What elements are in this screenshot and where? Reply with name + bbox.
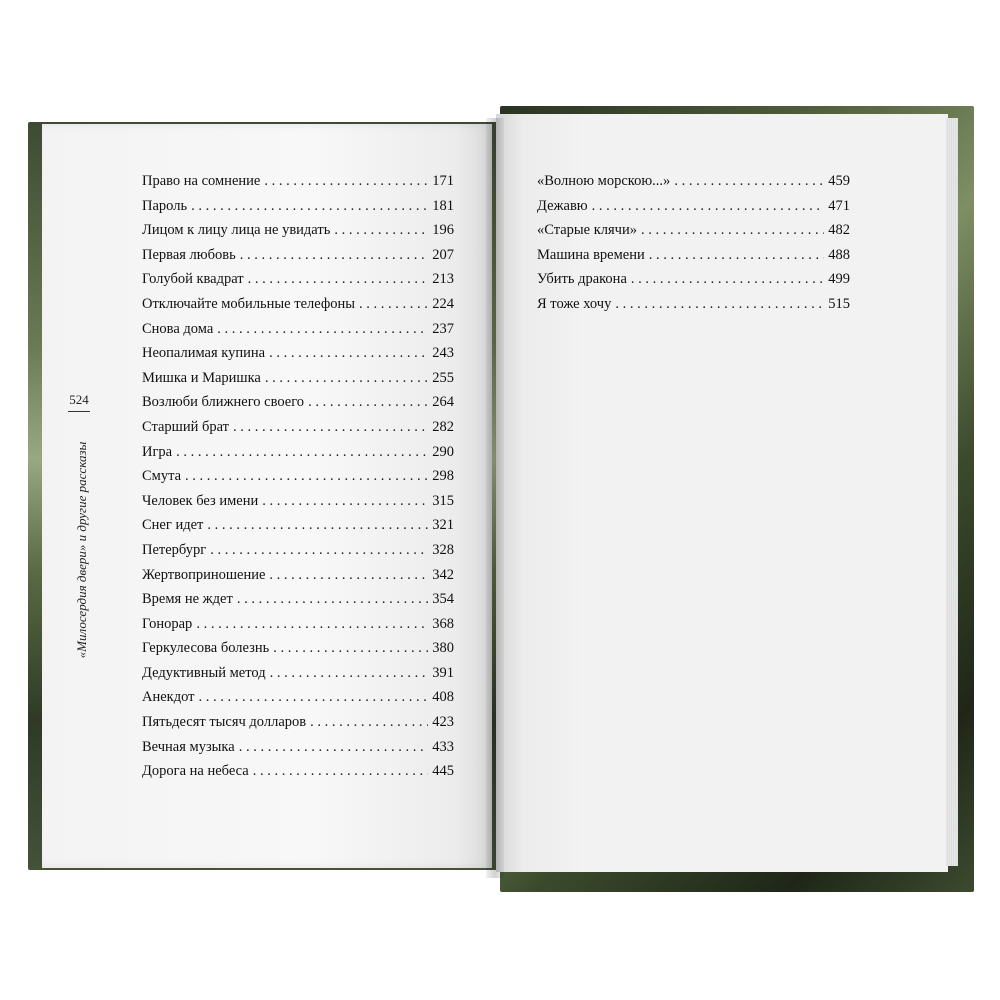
page-number: 524: [68, 392, 90, 412]
toc-entry-title: Снова дома: [142, 320, 214, 337]
toc-leader-dots: [592, 198, 825, 215]
toc-entry: [142, 394, 454, 419]
toc-entry: [142, 591, 454, 616]
running-head-title: «Милосердия двери» и другие рассказы: [74, 441, 89, 659]
toc-leader-dots: [269, 567, 428, 584]
toc-entry: [142, 739, 454, 764]
toc-entry-page: 459: [828, 173, 850, 189]
toc-entry: [537, 271, 850, 296]
toc-leader-dots: [269, 345, 428, 362]
toc-entry: [142, 542, 454, 567]
toc-entry-title: «Старые клячи»: [537, 222, 637, 239]
toc-entry-title: Дедуктивный метод: [142, 664, 266, 681]
toc-entry: [537, 222, 850, 247]
toc-entry-title: Лицом к лицу лица не увидать: [142, 222, 331, 239]
toc-entry-title: Пятьдесят тысяч долларов: [142, 714, 307, 731]
toc-entry-page: 515: [828, 295, 850, 312]
toc-entry: [142, 444, 454, 469]
toc-entry-title: Отключайте мобильные телефоны: [142, 295, 355, 312]
toc-entry-page: 255: [432, 369, 454, 386]
toc-leader-dots: [185, 468, 428, 485]
toc-entry-page: 408: [432, 689, 454, 706]
toc-leader-dots: [176, 444, 428, 461]
toc-entry: [142, 468, 454, 493]
toc-entry-title: Голубой квадрат: [142, 271, 244, 288]
toc-entry: [142, 370, 454, 395]
toc-leader-dots: [262, 493, 428, 510]
toc-leader-dots: [273, 640, 428, 657]
toc-entry-page: 315: [432, 492, 454, 509]
toc-entry: [537, 296, 850, 321]
toc-entry: [142, 763, 454, 788]
toc-entry-title: Геркулесова болезнь: [142, 640, 270, 657]
toc-leader-dots: [359, 296, 428, 313]
toc-entry: [537, 198, 850, 223]
toc-leader-dots: [674, 173, 824, 190]
toc-entry-page: 354: [432, 591, 454, 608]
toc-entry-title: Дежавю: [537, 197, 588, 214]
toc-entry: [142, 271, 454, 296]
toc-entry-page: 196: [432, 222, 454, 239]
toc-entry-page: 243: [432, 345, 454, 362]
toc-entry-title: Дорога на небеса: [142, 763, 249, 780]
toc-entry-title: Мишка и Маришка: [142, 369, 261, 386]
toc-leader-dots: [240, 247, 429, 264]
toc-entry-page: 213: [432, 271, 454, 288]
toc-entry-page: 499: [828, 271, 850, 288]
toc-entry-page: 482: [828, 222, 850, 239]
toc-entry-title: Машина времени: [537, 246, 645, 263]
toc-leader-dots: [310, 714, 428, 731]
toc-entry-page: 264: [432, 394, 454, 411]
toc-leader-dots: [649, 247, 825, 264]
toc-leader-dots: [191, 198, 428, 215]
toc-leader-dots: [248, 271, 429, 288]
toc-entry-title: Первая любовь: [142, 246, 236, 263]
toc-entry: [142, 173, 454, 198]
toc-entry-title: Вечная музыка: [142, 738, 235, 755]
toc-entry: [537, 173, 850, 198]
toc-leader-dots: [239, 739, 429, 756]
toc-entry-title: Возлюби ближнего своего: [142, 394, 305, 411]
toc-entry: [142, 616, 454, 641]
toc-entry-page: 328: [432, 541, 454, 558]
toc-leader-dots: [196, 616, 428, 633]
toc-entry-title: Петербург: [142, 541, 207, 558]
toc-entry-page: 380: [432, 640, 454, 657]
book-gutter: [486, 118, 504, 878]
toc-entry-title: Жертвоприношение: [142, 566, 266, 583]
running-head: [68, 392, 88, 672]
toc-entry-page: 342: [432, 566, 454, 583]
toc-entry: [142, 567, 454, 592]
toc-entry: [142, 517, 454, 542]
toc-leader-dots: [233, 419, 428, 436]
toc-entry-page: 171: [432, 173, 454, 189]
page-edges: [946, 118, 958, 866]
toc-entry-page: 368: [432, 615, 454, 632]
toc-leader-dots: [270, 665, 429, 682]
toc-entry-page: 445: [432, 763, 454, 780]
toc-leader-dots: [253, 763, 429, 780]
toc-entry-title: Гонорар: [142, 615, 193, 632]
toc-entry-page: 290: [432, 443, 454, 460]
toc-list-left: [142, 173, 454, 788]
toc-leader-dots: [207, 517, 428, 534]
toc-entry-title: Старший брат: [142, 418, 230, 435]
toc-entry-title: Человек без имени: [142, 492, 259, 509]
toc-leader-dots: [210, 542, 428, 559]
toc-leader-dots: [217, 321, 428, 338]
toc-entry-title: Я тоже хочу: [537, 295, 612, 312]
toc-entry: [142, 419, 454, 444]
toc-list-right: [537, 173, 850, 321]
toc-entry-title: Анекдот: [142, 689, 195, 706]
toc-entry-page: 423: [432, 714, 454, 731]
toc-entry: [142, 247, 454, 272]
toc-entry: [142, 689, 454, 714]
toc-leader-dots: [308, 394, 428, 411]
toc-entry: [142, 198, 454, 223]
toc-leader-dots: [265, 370, 428, 387]
toc-entry: [142, 493, 454, 518]
toc-leader-dots: [199, 689, 429, 706]
toc-leader-dots: [237, 591, 428, 608]
toc-entry-title: Снег идет: [142, 517, 204, 534]
toc-entry-title: Пароль: [142, 197, 188, 214]
toc-entry-page: 391: [432, 664, 454, 681]
toc-entry-title: Неопалимая купина: [142, 345, 266, 362]
toc-entry-page: 181: [432, 197, 454, 214]
toc-entry: [537, 247, 850, 272]
toc-leader-dots: [615, 296, 824, 313]
toc-entry-title: Игра: [142, 443, 173, 460]
toc-entry-page: 321: [432, 517, 454, 534]
toc-entry-page: 433: [432, 738, 454, 755]
toc-entry-title: Право на сомнение: [142, 173, 261, 189]
toc-entry-page: 298: [432, 468, 454, 485]
toc-entry-title: Время не ждет: [142, 591, 233, 608]
toc-leader-dots: [264, 173, 428, 190]
toc-entry: [142, 714, 454, 739]
toc-entry-title: Смута: [142, 468, 182, 485]
toc-entry-title: «Волною морскою...»: [537, 173, 671, 189]
toc-entry: [142, 345, 454, 370]
toc-entry-page: 224: [432, 295, 454, 312]
toc-entry-page: 471: [828, 197, 850, 214]
toc-leader-dots: [641, 222, 824, 239]
toc-entry-page: 207: [432, 246, 454, 263]
toc-entry: [142, 640, 454, 665]
toc-leader-dots: [334, 222, 428, 239]
toc-leader-dots: [631, 271, 824, 288]
toc-entry-page: 282: [432, 418, 454, 435]
toc-entry-title: Убить дракона: [537, 271, 627, 288]
toc-entry: [142, 296, 454, 321]
toc-entry: [142, 665, 454, 690]
toc-entry-page: 237: [432, 320, 454, 337]
toc-entry: [142, 222, 454, 247]
toc-entry-page: 488: [828, 246, 850, 263]
toc-entry: [142, 321, 454, 346]
